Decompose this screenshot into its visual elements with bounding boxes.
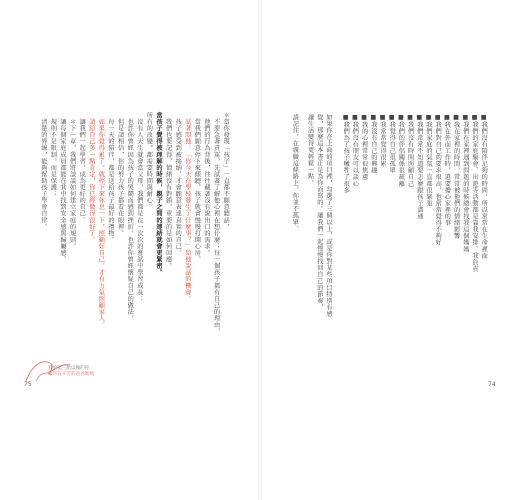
checklist-item: ■我們對自己的要求很高，也常常覺得不夠好 [434, 114, 442, 246]
footer-subtitle: 給所有辛苦的爸爸媽媽 [48, 372, 94, 378]
footer-title: 寫給第三胎以後的你 [48, 366, 90, 371]
checklist-item: ■我們在家裡遇到問題的時候總會找我這個媽媽 [461, 114, 469, 253]
checklist-item: ■我們沒有時間照顧自己 [406, 114, 414, 187]
note-line: 覺，那麼這本書正是為你而寫的。讓我們一起慢慢找回自己的節奏， [315, 114, 323, 311]
paragraph-line: 孩子感受到被接納，才會願意表達真實的自己。 [174, 112, 182, 257]
paragraph-line: ＊下一章，我們將談談如何建立家庭的規則， [68, 112, 76, 250]
checklist-item: ■我們為了孩子犧牲了很多 [342, 114, 350, 194]
checklist-item: ■我們的伴侶關係很疏離 [397, 114, 405, 187]
closing-line: 請記住，在親職這條路上，你並不孤單。 [291, 114, 299, 232]
paragraph-line: 不要急著責罵，先試著了解他心裡在想什麼；每一個孩子都有自己的理由， [212, 112, 220, 335]
checklist-item: ■我常常覺得很累 [379, 114, 386, 168]
highlighted-paragraph-line: 請給自己多一點肯定，你已經做得很好了。 [87, 112, 95, 243]
checklist-item: ■我在外面工作時，還要擔心家裡的事 [443, 114, 451, 227]
checklist-item: ■我覺得自己很孤單 [388, 114, 396, 174]
checklist-item: ■我沒有自己的興趣 [369, 114, 377, 174]
paragraph-line: 規則不是限制，而是保護； [49, 112, 57, 198]
checklist-item: ■我們家庭的氣氛一直都很緊張 [425, 114, 432, 207]
note-line: 讓生活變得更輕鬆一點。 [306, 114, 314, 187]
highlighted-paragraph-line: 試著問他：「你今天在學校發生了什麼事？」給他說話的機會。 [183, 112, 191, 302]
paragraph-line: 讓我們一起學習，成為更好的自己。 [78, 112, 86, 224]
paragraph-line: 所有的改變，都需要時間與耐心。 [145, 112, 153, 211]
paragraph-line: 當孩子覺得被理解的時候，親子之間的連結就會更緊密。 [155, 112, 162, 276]
paragraph-line: ＊當你發現「孩子」一直都不願意聽話， [222, 112, 230, 230]
paragraph-line: 讓每個家庭成員都能在其中找到安全感與歸屬感。 [59, 112, 66, 263]
page-number-left: 75 [24, 381, 32, 388]
paragraph-line: 清楚的界線，能夠幫助孩子學會自律。 [39, 112, 47, 230]
checklist-item: ■我們的家庭聚會、出遊等活動都是靠我安排、我負責 [471, 114, 478, 272]
checklist-item: ■我們沒有朋友可以談心 [351, 114, 359, 187]
checklist-item: ■我們常常不知道要怎麼跟孩子溝通 [415, 114, 423, 220]
left-page [0, 0, 258, 500]
paragraph-line: 也許你曾經因為孩子的哭鬧而感到挫折，也許你曾經懷疑自己的做法， [126, 112, 134, 322]
paragraph-line: 他們的行為背後，往往藏著沒有說出口的需求。 [203, 112, 210, 257]
note-line: 如果你在上面的項目裡，勾選了三個以上，或是你對某些項目特別有感 [325, 114, 332, 318]
paragraph-line: 我們也要記得，情緒沒有對錯，重要的是如何回應。 [164, 112, 172, 270]
highlighted-paragraph-line: 如果你覺得累了，就停下來休息一下，照顧好自己，才有力氣照顧家人。 [97, 112, 105, 329]
paragraph-line: 每一天的陪伴，都是送給孩子最好的禮物。 [107, 112, 114, 243]
checklist-item: ■我在家裡的時間，常常被他們的情緒影響 [452, 114, 460, 240]
running-footer [48, 366, 94, 378]
checklist-item: ■我的心裡常常很焦慮 [360, 114, 368, 181]
checklist-item: ■我們沒有陪伴足夠的時間，所以常常在生命裡面 [480, 114, 488, 259]
right-page [262, 0, 520, 500]
page-number-right: 74 [488, 381, 496, 388]
paragraph-line: 沒有人天生就會當父母，我們都是在一次次的嘗試中學習成長； [135, 112, 143, 302]
paragraph-line: 當我們願意停下來傾聽，孩子就會慢慢打開心房。 [193, 112, 201, 263]
paragraph-line: 但是請相信，你的努力孩子都看在眼裡。 [116, 112, 124, 237]
